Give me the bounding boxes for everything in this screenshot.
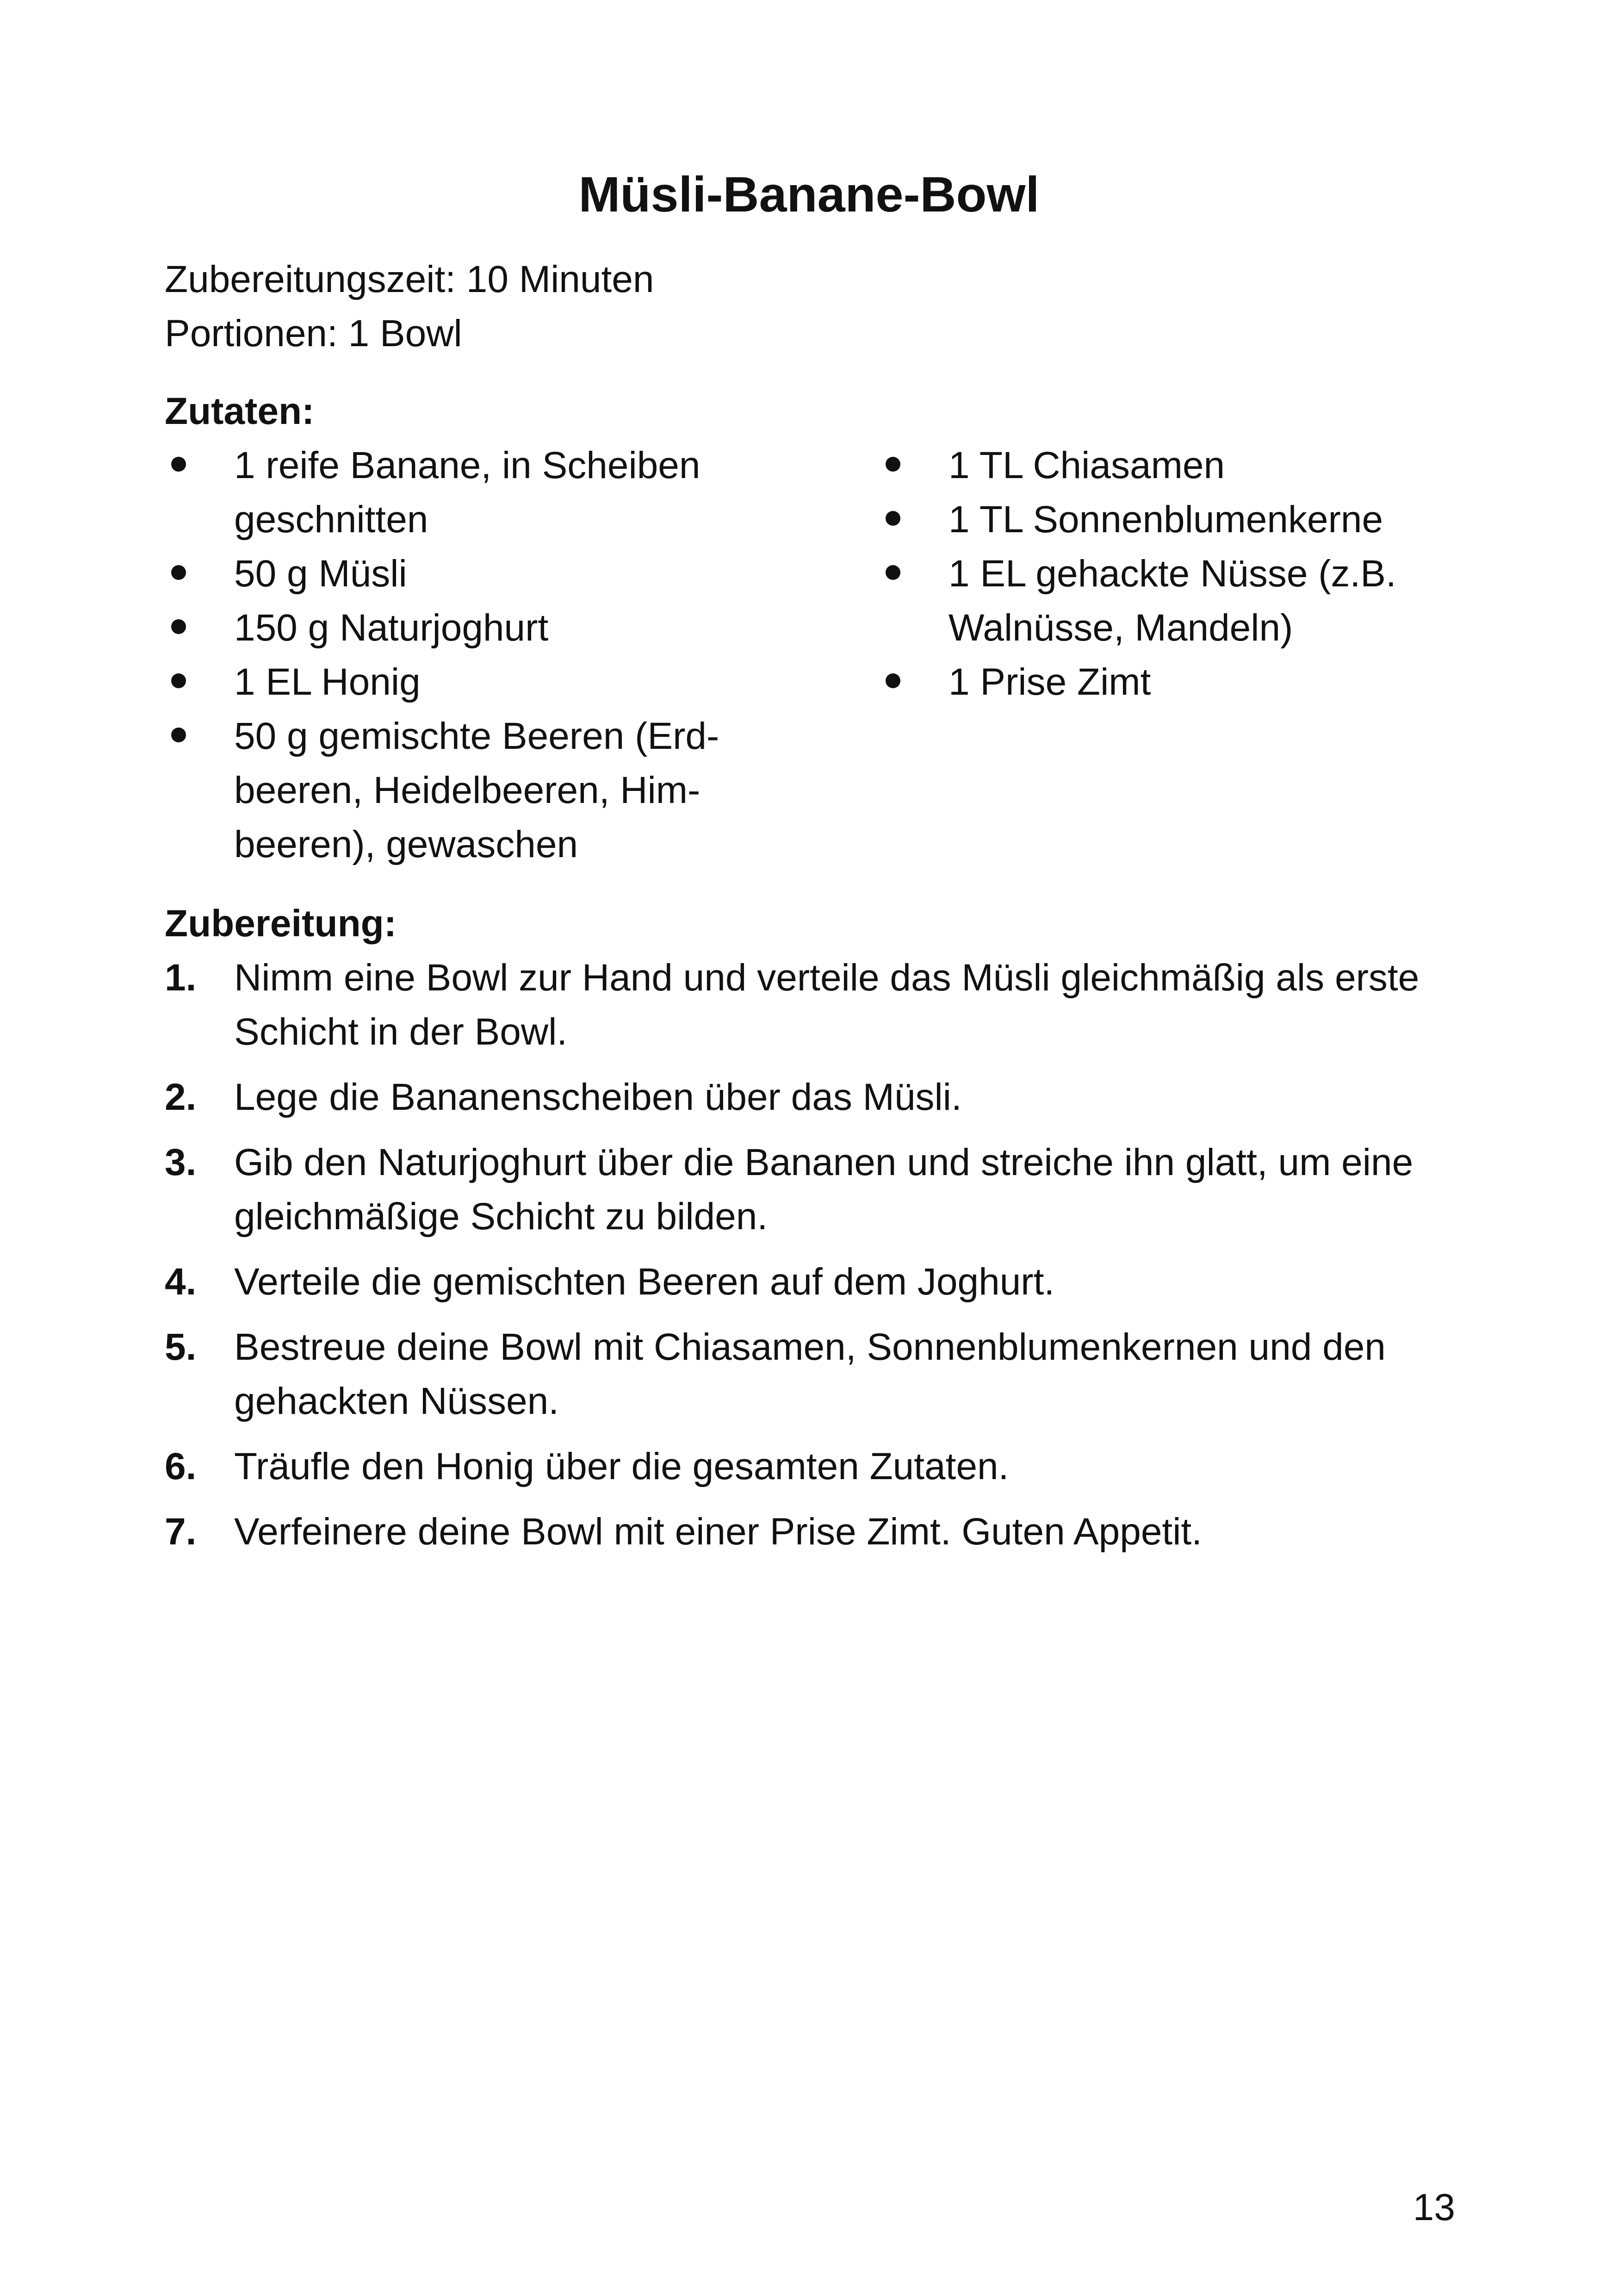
bullet-icon <box>171 728 186 742</box>
ingredient-item <box>165 438 766 547</box>
portions: Portionen: 1 Bowl <box>165 312 462 355</box>
ingredient-text: 50 g gemischte Beeren (Erd- beeren, Heidelbeeren, Him- beeren), gewaschen <box>234 715 719 865</box>
preparation-heading: Zubereitung: <box>165 902 397 945</box>
ingredient-text: 1 EL Honig <box>234 661 421 703</box>
ingredient-item <box>165 655 766 709</box>
ingredient-item <box>879 438 1457 492</box>
recipe-meta <box>165 252 654 361</box>
step-text: Träufle den Honig über die gesamten Zutaten. <box>234 1445 1009 1487</box>
prep-time: Zubereitungszeit: 10 Minuten <box>165 258 654 300</box>
ingredient-text: 1 reife Banane, in Scheiben geschnitten <box>234 444 701 541</box>
step-number: 6. <box>165 1445 197 1487</box>
step-text: Gib den Naturjoghurt über die Bananen und streiche ihn glatt, um eine gleichmäßige Schicht zu bilden. <box>234 1141 1413 1238</box>
step-number: 5. <box>165 1326 197 1368</box>
ingredient-text: 1 Prise Zimt <box>948 661 1151 703</box>
step-item <box>165 1439 1460 1493</box>
bullet-icon <box>886 565 900 580</box>
bullet-icon <box>886 511 900 526</box>
ingredients-list-left <box>165 438 766 871</box>
page-number: 13 <box>1413 2186 1455 2228</box>
step-number: 1. <box>165 957 197 999</box>
ingredient-item <box>165 709 766 871</box>
ingredient-text: 1 TL Sonnenblumenkerne <box>948 498 1383 541</box>
ingredient-item <box>165 547 766 601</box>
step-item <box>165 1320 1460 1428</box>
ingredient-text: 50 g Müsli <box>234 553 407 595</box>
recipe-title: Müsli-Banane-Bowl <box>578 166 1040 222</box>
step-text: Nimm eine Bowl zur Hand und verteile das Müsli gleichmäßig als erste Schicht in der Bowl. <box>234 957 1420 1053</box>
step-number: 2. <box>165 1076 197 1118</box>
preparation-steps <box>165 951 1460 1570</box>
ingredient-item <box>879 547 1457 655</box>
bullet-icon <box>886 673 900 688</box>
ingredients-list-right <box>879 438 1457 709</box>
ingredient-item <box>165 601 766 655</box>
bullet-icon <box>171 565 186 580</box>
step-item <box>165 1135 1460 1244</box>
step-number: 4. <box>165 1261 197 1303</box>
ingredient-text: 1 EL gehackte Nüsse (z.B. Walnüsse, Mandeln) <box>948 553 1396 649</box>
ingredients-heading: Zutaten: <box>165 390 315 432</box>
bullet-icon <box>171 619 186 634</box>
ingredient-item <box>879 492 1457 547</box>
ingredient-text: 150 g Naturjoghurt <box>234 607 549 649</box>
step-text: Lege die Bananenscheiben über das Müsli. <box>234 1076 962 1118</box>
step-text: Bestreue deine Bowl mit Chiasamen, Sonnenblumenkernen und den gehackten Nüssen. <box>234 1326 1386 1422</box>
bullet-icon <box>886 457 900 472</box>
step-item <box>165 1505 1460 1559</box>
step-number: 3. <box>165 1141 197 1183</box>
step-item <box>165 1070 1460 1124</box>
step-text: Verfeinere deine Bowl mit einer Prise Zimt. Guten Appetit. <box>234 1511 1203 1553</box>
ingredient-item <box>879 655 1457 709</box>
step-item <box>165 1255 1460 1309</box>
step-number: 7. <box>165 1511 197 1553</box>
step-item <box>165 951 1460 1059</box>
ingredient-text: 1 TL Chiasamen <box>948 444 1225 486</box>
step-text: Verteile die gemischten Beeren auf dem Joghurt. <box>234 1261 1055 1303</box>
bullet-icon <box>171 457 186 472</box>
bullet-icon <box>171 673 186 688</box>
